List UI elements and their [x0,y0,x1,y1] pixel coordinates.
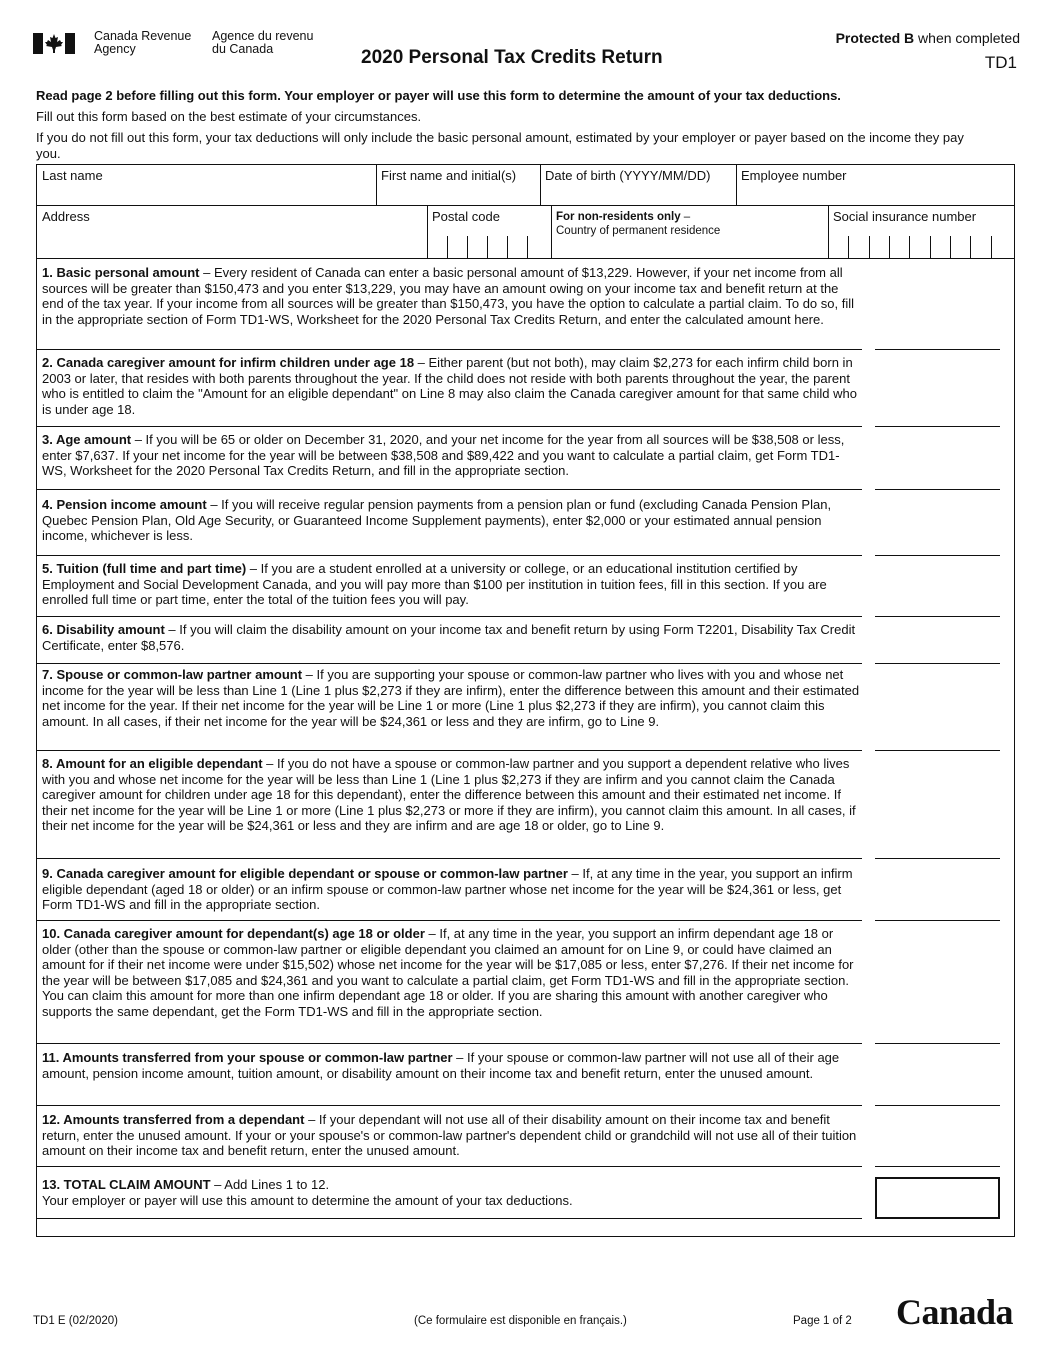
last-name-field[interactable] [37,165,376,205]
first-name-field[interactable] [376,165,540,205]
agency-name-french: Agence du revenu du Canada [212,29,314,56]
line-10-caregiver-dependants-18: 10. Canada caregiver amount for dependant(s) age 18 or older – If, at any time in the year, you support an infirm dependant age 18 or older (other than the spouse or common-law partner or eligible dependant you claimed an amount for on Line 9, or could have claimed an amount for if their net income were under $15,502) whose net income for the year will be $17,085 or less, enter $7,276. If their net income for the year will be between $17,085 and $24,361 and you want to calculate a partial claim, get Form TD1-WS and fill in the appropriate section. You can claim this amount for more than one infirm dependant age 18 or older. If you are sharing this amount with another caregiver who supports the same dependant, get the Form TD1-WS and fill in the appropriate section. [42,926,854,1019]
intro-instructions: Read page 2 before filling out this form. Your employer or payer will use this form to determine the amount of your tax deductions. [36,88,841,103]
date-of-birth-field[interactable] [540,165,736,205]
line-10-amount-input[interactable] [875,1043,1000,1044]
line-3-age-amount: 3. Age amount – If you will be 65 or older on December 31, 2020, and your net income for the year from all sources will be $38,508 or less, enter $7,637. If your net income for the year will be between $38,508 and $89,422 and you want to calculate a partial claim, get Form TD1-WS, Worksheet for the 2020 Personal Tax Credits Return, and fill in the appropriate section. [42,432,845,478]
canada-flag-icon [33,33,75,54]
line-9-amount-input[interactable] [875,920,1000,921]
employee-number-label: Employee number [741,168,847,183]
line-8-eligible-dependant: 8. Amount for an eligible dependant – If you do not have a spouse or common-law partner and you support a dependent relative who lives with you and whose net income for the year will be less than Line 1 (Line 1 plus $2,273 if they are infirm and you cannot claim the Canada caregiver amount for children under age 18 for this dependant), enter the difference between this amount and their estimated net income. If their net income for the year will be Line 1 or more (Line 1 plus $2,273 or more if they are infirm), you cannot claim this amount. In all cases, if their net income for the year will be $24,361 or less and they are infirm and are age 18 or older, go to Line 9. [42,756,856,833]
date-of-birth-label: Date of birth (YYYY/MM/DD) [545,168,711,183]
address-field[interactable] [37,206,427,258]
form-identifier: TD1 E (02/2020) [33,1315,119,1327]
country-of-residence-field[interactable]: For non-residents only – Country of permanent residence [556,211,721,237]
form-code: TD1 [984,53,1017,72]
line-9-caregiver-dependant-spouse: 9. Canada caregiver amount for eligible dependant or spouse or common-law partner – If, at any time in the year, you support an infirm eligible dependant (aged 18 or older) or an infirm spouse or common-law partner whose net income for the year will be $24,361 or less, get Form TD1-WS and fill in the appropriate section. [42,866,853,912]
line-3-amount-input[interactable] [875,489,1000,490]
agency-name-english: Canada Revenue Agency [94,29,192,56]
line-11-spouse-transfer: 11. Amounts transferred from your spouse or common-law partner – If your spouse or common-law partner will not use all of their age amount, pension income amount, tuition amount, or disability amount on their income tax and benefit return, enter the unused amount. [42,1050,840,1081]
last-name-label: Last name [42,168,103,183]
postal-code-label: Postal code [432,209,500,224]
line-12-amount-input[interactable] [875,1166,1000,1167]
line-6-amount-input[interactable] [875,663,1000,664]
line-6-disability: 6. Disability amount – If you will claim the disability amount on your income tax and benefit return by using Form T2201, Disability Tax Credit Certificate, enter $8,576. [42,622,856,653]
line-4-amount-input[interactable] [875,555,1000,556]
canada-wordmark: Canada [896,1292,1014,1332]
line-12-dependant-transfer: 12. Amounts transferred from a dependant – If your dependant will not use all of their disability amount on their income tax and benefit return, enter the unused amount. If your or your spouse's or common-law partner's dependent child or grandchild will not use all of their tuition amount on their income tax and benefit return, enter the unused amount. [42,1112,857,1158]
protected-label: Protected B when completed [835,30,1020,46]
postal-code-field[interactable] [427,206,551,258]
intro-default-note: If you do not fill out this form, your tax deductions will only include the basic personal amount, estimated by your employer or payer based on the income they pay you. [36,130,964,161]
line-2-caregiver-children: 2. Canada caregiver amount for infirm children under age 18 – Either parent (but not both), may claim $2,273 for each infirm child born in 2003 or later, that resides with both parents throughout the year. If the child does not reside with both parents throughout the year, the parent who is entitled to claim the "Amount for an eligible dependant" on Line 8 may also claim the Canada caregiver amount for that same child who is under age 18. [42,355,857,417]
form-title: 2020 Personal Tax Credits Return [361,47,663,68]
line-11-amount-input[interactable] [875,1105,1000,1106]
sin-label: Social insurance number [833,209,977,224]
intro-estimate-note: Fill out this form based on the best estimate of your circumstances. [36,109,422,124]
address-label: Address [42,209,90,224]
country-residence-label: Country of permanent residence [556,225,721,237]
personal-info-section [36,164,1015,259]
employee-number-field[interactable] [736,165,1014,205]
line-7-amount-input[interactable] [875,750,1000,751]
line-7-spouse-amount: 7. Spouse or common-law partner amount – If you are supporting your spouse or common-law partner who lives with you and whose net income for the year will be less than Line 1 (Line 1 plus $2,273 if they are infirm), enter the difference between this amount and their estimated net income for the year. If their net income for the year will be Line 1 or more (Line 1 plus $2,273 if they are infirm), you cannot claim this amount. In all cases, if their net income for the year will be $24,361 or less and they are infirm, go to Line 9. [42,667,860,729]
non-resident-label: For non-residents only [556,211,681,223]
line-8-amount-input[interactable] [875,858,1000,859]
line-2-amount-input[interactable] [875,426,1000,427]
line-1-basic-personal-amount: 1. Basic personal amount – Every resident of Canada can enter a basic personal amount of $13,229. However, if your net income from all sources will be greater than $150,473 and you enter $13,229, you may have an amount owing on your income tax and benefit return at the end of the tax year. If your income from all sources will be greater than $150,473, you have the option to calculate a partial claim. To do so, fill in the appropriate section of Form TD1-WS, Worksheet for the 2020 Personal Tax Credits Return, and enter the calculated amount here. [42,265,854,327]
first-name-label: First name and initial(s) [381,168,517,183]
line-1-amount-input[interactable] [875,349,1000,350]
social-insurance-number-field[interactable] [828,206,1014,258]
line-5-tuition: 5. Tuition (full time and part time) – If you are a student enrolled at a university or college, or an educational institution certified by Employment and Social Development Canada, and you will pay more than $100 per institution in tuition fees, fill in this section. If you are enrolled full time or part time, enter the total of the tuition fees you will pay. [42,561,827,607]
french-availability-note: (Ce formulaire est disponible en français.) [414,1315,627,1327]
line-5-amount-input[interactable] [875,616,1000,617]
page-number: Page 1 of 2 [793,1315,852,1327]
total-claim-amount-input[interactable] [875,1177,1000,1219]
line-13-total-claim: 13. TOTAL CLAIM AMOUNT – Add Lines 1 to 12. Your employer or payer will use this amount to determine the amount of your tax deductions. [42,1177,573,1208]
line-4-pension-income: 4. Pension income amount – If you will receive regular pension payments from a pension plan or fund (excluding Canada Pension Plan, Quebec Pension Plan, Old Age Security, or Guaranteed Income Supplement payments), enter $2,000 or your estimated annual pension income, whichever is less. [42,497,832,543]
tax-credit-lines-section [36,258,1015,1237]
